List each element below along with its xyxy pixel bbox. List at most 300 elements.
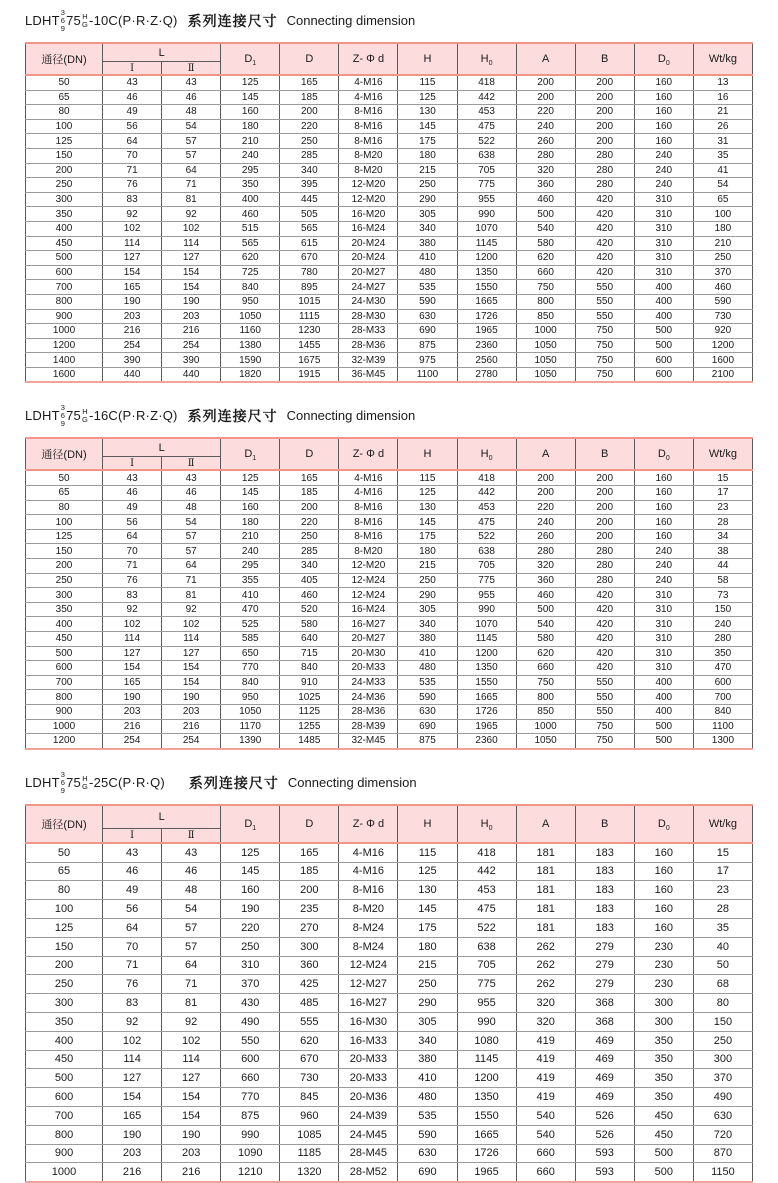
table-cell: 395 — [280, 178, 339, 193]
table-cell: 16-M27 — [339, 994, 398, 1013]
table-cell: 615 — [280, 236, 339, 251]
table-cell: 102 — [162, 617, 221, 632]
table-cell: 280 — [575, 163, 634, 178]
table-cell: 425 — [280, 975, 339, 994]
table-cell: 638 — [457, 937, 516, 956]
table-cell: 1000 — [516, 324, 575, 339]
table-cell: 585 — [221, 632, 280, 647]
table-cell: 750 — [575, 324, 634, 339]
table-cell: 145 — [398, 900, 457, 919]
table-cell: 127 — [103, 1069, 162, 1088]
col-header-l: L — [103, 438, 221, 457]
table-cell: 1350 — [457, 661, 516, 676]
table-cell: 350 — [634, 1088, 693, 1107]
table-cell: 32-M45 — [339, 734, 398, 749]
table-cell: 1965 — [457, 719, 516, 734]
table-cell: 165 — [280, 470, 339, 485]
table-cell: 280 — [575, 178, 634, 193]
table-cell: 92 — [162, 1012, 221, 1031]
table-cell: 700 — [26, 675, 103, 690]
table-cell: 360 — [516, 573, 575, 588]
table-cell: 240 — [221, 544, 280, 559]
table-cell: 420 — [575, 207, 634, 222]
table-cell: 279 — [575, 956, 634, 975]
table-cell: 130 — [398, 881, 457, 900]
table-cell: 115 — [398, 470, 457, 485]
table-cell: 705 — [457, 956, 516, 975]
table-cell: 200 — [575, 515, 634, 530]
table-cell: 845 — [280, 1088, 339, 1107]
table-cell: 215 — [398, 163, 457, 178]
table-cell: 43 — [103, 843, 162, 862]
table-cell: 154 — [162, 280, 221, 295]
table-cell: 154 — [103, 265, 162, 280]
table-cell: 150 — [26, 544, 103, 559]
table-cell: 320 — [516, 994, 575, 1013]
table-cell: 445 — [280, 192, 339, 207]
col-header-a: A — [516, 43, 575, 75]
table-cell: 350 — [26, 602, 103, 617]
table-cell: 180 — [221, 515, 280, 530]
table-cell: 340 — [398, 221, 457, 236]
table-cell: 216 — [162, 1163, 221, 1182]
series-label-cn: 系列连接尺寸 — [187, 408, 278, 425]
col-header-d: D — [280, 43, 339, 75]
table-cell: 92 — [162, 602, 221, 617]
table-row — [26, 90, 753, 105]
table-cell: 460 — [516, 192, 575, 207]
table-cell: 442 — [457, 90, 516, 105]
col-header-b: B — [575, 438, 634, 470]
table-cell: 240 — [221, 148, 280, 163]
table-cell: 100 — [26, 515, 103, 530]
table-cell: 1050 — [516, 353, 575, 368]
table-cell: 500 — [26, 251, 103, 266]
stack-digit: 9 — [60, 785, 66, 795]
table-cell: 12-M20 — [339, 178, 398, 193]
table-cell: 565 — [280, 221, 339, 236]
table-row — [26, 251, 753, 266]
table-cell: 550 — [221, 1031, 280, 1050]
table-cell: 430 — [221, 994, 280, 1013]
table-cell: 4-M16 — [339, 75, 398, 90]
table-cell: 49 — [103, 881, 162, 900]
table-cell: 125 — [221, 75, 280, 90]
table-cell: 8-M16 — [339, 134, 398, 149]
table-cell: 150 — [26, 937, 103, 956]
table-row — [26, 661, 753, 676]
table-cell: 46 — [103, 862, 162, 881]
dimension-table-25c — [25, 804, 753, 1183]
table-cell: 1726 — [457, 1144, 516, 1163]
table-cell: 115 — [398, 75, 457, 90]
table-cell: 526 — [575, 1106, 634, 1125]
table-cell: 183 — [575, 843, 634, 862]
stack-letter: G — [82, 20, 89, 29]
table-cell: 1160 — [221, 324, 280, 339]
table-cell: 875 — [221, 1106, 280, 1125]
table-cell: 240 — [634, 559, 693, 574]
table-cell: 200 — [575, 119, 634, 134]
table-cell: 50 — [26, 75, 103, 90]
table-cell: 355 — [221, 573, 280, 588]
table-cell: 380 — [398, 236, 457, 251]
table-cell: 1000 — [26, 324, 103, 339]
table-cell: 114 — [162, 236, 221, 251]
col-header-wt: Wt/kg — [693, 43, 752, 75]
table-cell: 190 — [162, 690, 221, 705]
table-cell: 305 — [398, 207, 457, 222]
table-cell: 220 — [221, 918, 280, 937]
table-cell: 955 — [457, 588, 516, 603]
table-cell: 102 — [103, 1031, 162, 1050]
table-cell: 43 — [162, 843, 221, 862]
table-cell: 310 — [634, 661, 693, 676]
table-cell: 600 — [26, 1088, 103, 1107]
table-row — [26, 602, 753, 617]
table-cell: 21 — [693, 105, 752, 120]
table-cell: 20-M27 — [339, 632, 398, 647]
table-cell: 114 — [103, 1050, 162, 1069]
table-cell: 70 — [103, 544, 162, 559]
table-cell: 160 — [634, 119, 693, 134]
col-header-h0: $H_0$ — [457, 43, 516, 75]
table-cell: 1145 — [457, 632, 516, 647]
table-cell: 750 — [575, 734, 634, 749]
table-cell: 440 — [103, 367, 162, 382]
table-cell: 1255 — [280, 719, 339, 734]
table-cell: 165 — [280, 843, 339, 862]
table-cell: 203 — [162, 704, 221, 719]
table-cell: 550 — [575, 280, 634, 295]
table-cell: 500 — [26, 1069, 103, 1088]
table-cell: 24-M36 — [339, 690, 398, 705]
col-header-h: H — [398, 43, 457, 75]
table-cell: 50 — [693, 956, 752, 975]
table-cell: 190 — [103, 1125, 162, 1144]
table-cell: 230 — [634, 937, 693, 956]
table-cell: 216 — [103, 1163, 162, 1182]
table-cell: 593 — [575, 1163, 634, 1182]
table-cell: 410 — [398, 646, 457, 661]
stack-letter: H — [82, 12, 88, 21]
table-cell: 285 — [280, 148, 339, 163]
table-cell: 200 — [26, 559, 103, 574]
table-cell: 180 — [221, 119, 280, 134]
model-prefix: LDHT — [25, 408, 60, 424]
table-cell: 254 — [103, 734, 162, 749]
dimension-table-10c — [25, 42, 753, 383]
table-cell: 550 — [575, 704, 634, 719]
table-cell: 390 — [103, 353, 162, 368]
stack-letter: G — [82, 781, 89, 791]
table-cell: 270 — [280, 918, 339, 937]
table-cell: 57 — [162, 544, 221, 559]
table-cell: 20-M24 — [339, 251, 398, 266]
table-row — [26, 338, 753, 353]
table-cell: 83 — [103, 588, 162, 603]
table-cell: 41 — [693, 163, 752, 178]
table-cell: 262 — [516, 975, 575, 994]
table-cell: 49 — [103, 500, 162, 515]
table-cell: 38 — [693, 544, 752, 559]
table-cell: 419 — [516, 1031, 575, 1050]
table-cell: 127 — [103, 646, 162, 661]
table-cell: 260 — [516, 529, 575, 544]
table-cell: 200 — [575, 134, 634, 149]
table-cell: 16-M27 — [339, 617, 398, 632]
table-cell: 450 — [634, 1106, 693, 1125]
stack-digit: 3 — [60, 8, 66, 17]
table-cell: 127 — [103, 251, 162, 266]
table-cell: 290 — [398, 588, 457, 603]
table-cell: 46 — [103, 90, 162, 105]
table-cell: 750 — [575, 353, 634, 368]
table-cell: 28-M52 — [339, 1163, 398, 1182]
table-cell: 1145 — [457, 236, 516, 251]
col-header-d0: $D_0$ — [634, 43, 693, 75]
table-row — [26, 75, 753, 90]
table-row — [26, 588, 753, 603]
table-cell: 16 — [693, 90, 752, 105]
table-cell: 1125 — [280, 704, 339, 719]
table-cell: 418 — [457, 75, 516, 90]
table-cell: 442 — [457, 862, 516, 881]
table-cell: 70 — [103, 148, 162, 163]
table-cell: 500 — [634, 1144, 693, 1163]
model-stack-numbers — [61, 404, 65, 428]
table-cell: 525 — [221, 617, 280, 632]
table-cell: 200 — [575, 105, 634, 120]
table-cell: 1115 — [280, 309, 339, 324]
table-row — [26, 236, 753, 251]
table-cell: 150 — [693, 602, 752, 617]
table-cell: 20-M33 — [339, 661, 398, 676]
table-cell: 870 — [693, 1144, 752, 1163]
table-cell: 48 — [162, 105, 221, 120]
table-cell: 480 — [398, 1088, 457, 1107]
table-cell: 181 — [516, 918, 575, 937]
table-cell: 114 — [162, 1050, 221, 1069]
stack-digit: 6 — [60, 411, 66, 421]
table-cell: 280 — [516, 148, 575, 163]
table-row — [26, 486, 753, 501]
table-cell: 250 — [398, 975, 457, 994]
table-cell: 310 — [634, 236, 693, 251]
table-cell: 419 — [516, 1088, 575, 1107]
table-cell: 200 — [516, 75, 575, 90]
table-cell: 145 — [221, 90, 280, 105]
table-cell: 460 — [221, 207, 280, 222]
table-cell: 56 — [103, 515, 162, 530]
stack-digit: 9 — [60, 419, 66, 429]
table-cell: 240 — [634, 544, 693, 559]
table-cell: 203 — [162, 309, 221, 324]
table-cell: 54 — [162, 900, 221, 919]
table-cell: 180 — [398, 148, 457, 163]
table-cell: 125 — [398, 862, 457, 881]
table-cell: 370 — [693, 1069, 752, 1088]
table-cell: 28 — [693, 515, 752, 530]
table-cell: 1000 — [26, 719, 103, 734]
table-cell: 705 — [457, 163, 516, 178]
table-cell: 360 — [280, 956, 339, 975]
table-cell: 150 — [693, 1012, 752, 1031]
table-cell: 750 — [575, 338, 634, 353]
table-cell: 535 — [398, 280, 457, 295]
table-cell: 160 — [634, 500, 693, 515]
table-cell: 420 — [575, 632, 634, 647]
table-cell: 1015 — [280, 294, 339, 309]
table-cell: 43 — [162, 75, 221, 90]
table-cell: 485 — [280, 994, 339, 1013]
table-cell: 23 — [693, 881, 752, 900]
table-cell: 475 — [457, 900, 516, 919]
table-cell: 154 — [162, 265, 221, 280]
table-cell: 240 — [634, 178, 693, 193]
table-cell: 160 — [634, 862, 693, 881]
table-header — [26, 43, 753, 75]
table-cell: 115 — [398, 843, 457, 862]
table-cell: 12-M20 — [339, 192, 398, 207]
model-stack-numbers — [61, 771, 65, 795]
table-cell: 400 — [634, 675, 693, 690]
table-cell: 638 — [457, 544, 516, 559]
table-cell: 500 — [516, 602, 575, 617]
table-row — [26, 178, 753, 193]
table-cell: 550 — [575, 294, 634, 309]
table-cell: 102 — [162, 1031, 221, 1050]
table-cell: 32-M39 — [339, 353, 398, 368]
table-row — [26, 134, 753, 149]
table-cell: 81 — [162, 588, 221, 603]
table-cell: 70 — [103, 937, 162, 956]
table-cell: 340 — [398, 1031, 457, 1050]
table-cell: 54 — [693, 178, 752, 193]
table-cell: 240 — [693, 617, 752, 632]
table-cell: 20-M33 — [339, 1069, 398, 1088]
table-cell: 100 — [26, 900, 103, 919]
table-cell: 203 — [162, 1144, 221, 1163]
table-cell: 300 — [280, 937, 339, 956]
table-cell: 469 — [575, 1050, 634, 1069]
table-cell: 1150 — [693, 1163, 752, 1182]
table-cell: 160 — [634, 900, 693, 919]
table-cell: 80 — [26, 500, 103, 515]
col-header-d0: $D_0$ — [634, 438, 693, 470]
table-cell: 8-M16 — [339, 515, 398, 530]
table-cell: 600 — [26, 661, 103, 676]
table-cell: 522 — [457, 918, 516, 937]
table-cell: 65 — [26, 486, 103, 501]
table-cell: 44 — [693, 559, 752, 574]
table-cell: 1820 — [221, 367, 280, 382]
table-cell: 400 — [634, 309, 693, 324]
table-cell: 1185 — [280, 1144, 339, 1163]
table-cell: 240 — [516, 119, 575, 134]
table-cell: 800 — [516, 294, 575, 309]
table-cell: 975 — [398, 353, 457, 368]
table-cell: 8-M24 — [339, 937, 398, 956]
table-cell: 160 — [634, 529, 693, 544]
table-cell: 470 — [693, 661, 752, 676]
table-cell: 250 — [280, 529, 339, 544]
table-cell: 125 — [221, 843, 280, 862]
table-cell: 54 — [162, 119, 221, 134]
table-row — [26, 1050, 753, 1069]
table-cell: 400 — [221, 192, 280, 207]
table-cell: 200 — [280, 881, 339, 900]
table-cell: 200 — [575, 470, 634, 485]
table-cell: 160 — [634, 918, 693, 937]
table-cell: 76 — [103, 573, 162, 588]
table-cell: 2560 — [457, 353, 516, 368]
table-cell: 950 — [221, 294, 280, 309]
table-cell: 230 — [634, 975, 693, 994]
table-cell: 590 — [398, 294, 457, 309]
table-cell: 310 — [634, 192, 693, 207]
table-row — [26, 529, 753, 544]
table-cell: 43 — [162, 470, 221, 485]
table-body — [26, 843, 753, 1182]
table-cell: 24-M33 — [339, 675, 398, 690]
table-cell: 46 — [162, 90, 221, 105]
table-cell: 1200 — [457, 646, 516, 661]
table-cell: 730 — [693, 309, 752, 324]
table-cell: 320 — [516, 163, 575, 178]
table-cell: 950 — [221, 690, 280, 705]
table-cell: 64 — [162, 163, 221, 178]
table-cell: 780 — [280, 265, 339, 280]
table-cell: 840 — [221, 675, 280, 690]
table-cell: 660 — [221, 1069, 280, 1088]
table-cell: 410 — [398, 1069, 457, 1088]
table-cell: 900 — [26, 309, 103, 324]
table-cell: 250 — [26, 573, 103, 588]
table-cell: 16-M20 — [339, 207, 398, 222]
table-cell: 320 — [516, 1012, 575, 1031]
table-cell: 620 — [516, 251, 575, 266]
table-row — [26, 163, 753, 178]
col-header-z-phi-d: Z- Φ d — [339, 43, 398, 75]
table-row — [26, 515, 753, 530]
table-cell: 720 — [693, 1125, 752, 1144]
table-row — [26, 734, 753, 749]
table-cell: 500 — [26, 646, 103, 661]
table-cell: 670 — [280, 251, 339, 266]
table-cell: 310 — [221, 956, 280, 975]
table-cell: 775 — [457, 573, 516, 588]
table-cell: 480 — [398, 661, 457, 676]
table-cell: 300 — [26, 588, 103, 603]
table-cell: 160 — [221, 105, 280, 120]
table-cell: 8-M24 — [339, 918, 398, 937]
col-header-wt: Wt/kg — [693, 438, 752, 470]
model-suffix: -10C(P·R·Z·Q) — [89, 13, 178, 28]
table-cell: 1665 — [457, 294, 516, 309]
table-cell: 160 — [634, 881, 693, 900]
table-cell: 295 — [221, 559, 280, 574]
table-cell: 590 — [693, 294, 752, 309]
model-mid: 75 — [66, 774, 81, 790]
table-cell: 955 — [457, 192, 516, 207]
table-cell: 535 — [398, 675, 457, 690]
table-row — [26, 148, 753, 163]
table-row — [26, 918, 753, 937]
table-cell: 590 — [398, 1125, 457, 1144]
table-cell: 64 — [103, 134, 162, 149]
table-cell: 700 — [26, 1106, 103, 1125]
